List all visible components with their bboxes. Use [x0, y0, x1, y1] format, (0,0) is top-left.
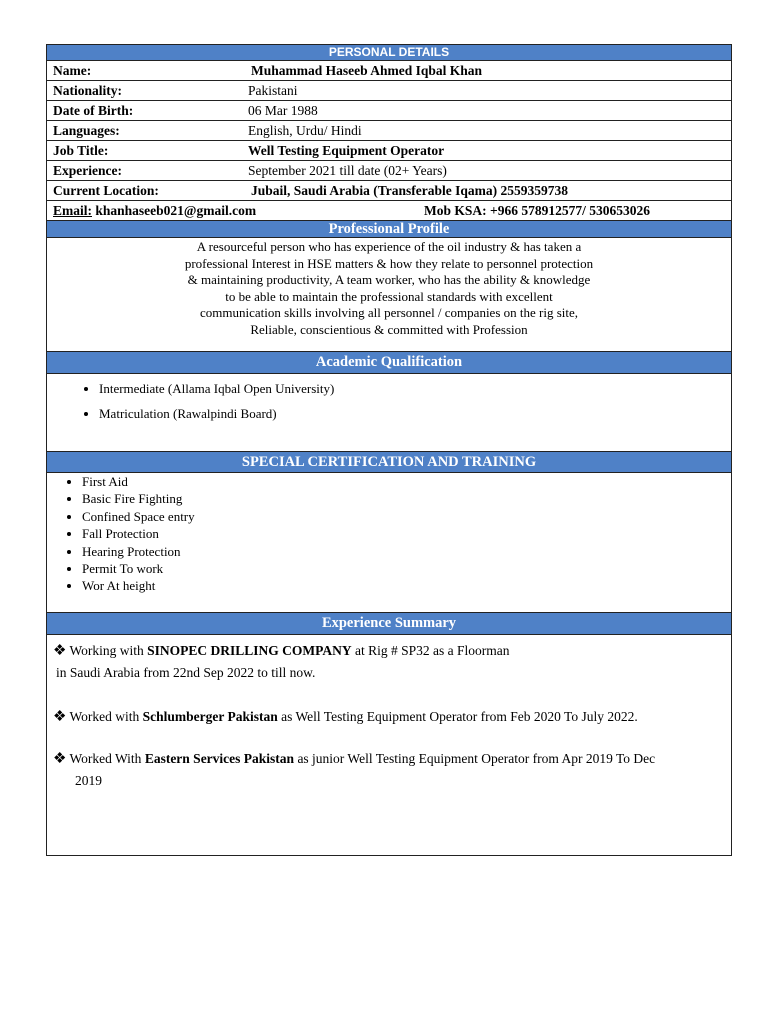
- experience-entry: [53, 748, 723, 791]
- entry-suffix: as junior Well Testing Equipment Operator from Apr 2019 To Dec: [294, 751, 656, 766]
- certification-header: SPECIAL CERTIFICATION AND TRAINING: [47, 452, 731, 473]
- profile-line: Reliable, conscientious & committed with Profession: [250, 321, 528, 337]
- experience-entry: [53, 640, 723, 683]
- email-line: [53, 201, 256, 220]
- certification-body: [47, 473, 731, 613]
- languages-value: English, Urdu/ Hindi: [248, 123, 362, 138]
- certification-item: • Wor At height: [82, 577, 731, 594]
- mobile-value: Mob KSA: +966 578912577/ 530653026: [424, 203, 650, 218]
- professional-profile-body: [47, 238, 731, 352]
- academic-list: [47, 376, 731, 426]
- languages-row: [47, 121, 731, 141]
- profile-line: A resourceful person who has experience of the oil industry & has taken a: [196, 239, 582, 254]
- dob-value: 06 Mar 1988: [248, 103, 318, 118]
- company-name: SINOPEC DRILLING COMPANY: [147, 643, 352, 658]
- location-label: Current Location:: [53, 183, 159, 198]
- certification-item: • Basic Fire Fighting: [82, 490, 731, 507]
- experience-summary-header: Experience Summary: [47, 613, 731, 635]
- certification-item: • Permit To work: [82, 560, 731, 577]
- certification-item: • Confined Space entry: [82, 508, 731, 525]
- diamond-bullet-icon: ❖: [53, 643, 67, 659]
- contact-row: [47, 201, 731, 221]
- certification-item: • First Aid: [82, 473, 731, 490]
- experience-summary-body: [47, 635, 731, 791]
- nationality-value: Pakistani: [248, 83, 298, 98]
- nationality-label: Nationality:: [53, 83, 122, 98]
- nationality-row: [47, 81, 731, 101]
- entry-continuation: 2019: [75, 773, 102, 788]
- profile-line: communication skills involving all personnel / companies on the rig site,: [199, 305, 579, 321]
- job-title-value: Well Testing Equipment Operator: [248, 143, 445, 158]
- entry-prefix: Worked with: [69, 709, 143, 724]
- academic-item: • Intermediate (Allama Iqbal Open University): [99, 376, 731, 401]
- professional-profile-header: Professional Profile: [47, 221, 731, 238]
- certification-item: • Fall Protection: [82, 525, 731, 542]
- dob-row: [47, 101, 731, 121]
- diamond-bullet-icon: ❖: [53, 751, 67, 767]
- dob-label: Date of Birth:: [53, 103, 134, 118]
- certification-list: [47, 473, 731, 595]
- experience-value: September 2021 till date (02+ Years): [248, 163, 447, 178]
- name-label: Name:: [53, 63, 92, 78]
- experience-label: Experience:: [53, 163, 122, 178]
- profile-line: & maintaining productivity, A team worker, who has the ability & knowledge: [187, 272, 591, 288]
- profile-line: to be able to maintain the professional standards with excellent: [225, 288, 553, 304]
- entry-continuation: in Saudi Arabia from 22nd Sep 2022 to till now.: [56, 665, 316, 680]
- company-name: Schlumberger Pakistan: [142, 709, 278, 724]
- name-value: Muhammad Haseeb Ahmed Iqbal Khan: [251, 63, 483, 78]
- entry-suffix: as Well Testing Equipment Operator from Feb 2020 To July 2022.: [277, 709, 638, 724]
- profile-line: professional Interest in HSE matters & how they relate to personnel protection: [184, 255, 594, 271]
- certification-item: • Hearing Protection: [82, 543, 731, 560]
- company-name: Eastern Services Pakistan: [144, 751, 295, 766]
- academic-item: • Matriculation (Rawalpindi Board): [99, 401, 731, 426]
- languages-label: Languages:: [53, 123, 120, 138]
- job-title-label: Job Title:: [53, 143, 109, 158]
- location-value: Jubail, Saudi Arabia (Transferable Iqama) 2559359738: [251, 183, 569, 198]
- academic-qualification-header: Academic Qualification: [47, 352, 731, 374]
- location-row: [47, 181, 731, 201]
- entry-prefix: Working with: [69, 643, 148, 658]
- job-title-row: [47, 141, 731, 161]
- academic-qualification-body: [47, 374, 731, 452]
- email-value[interactable]: khanhaseeb021@gmail.com: [95, 203, 257, 218]
- entry-prefix: Worked With: [69, 751, 145, 766]
- experience-entry: [53, 706, 723, 728]
- resume-document: [46, 44, 732, 856]
- email-label: Email:: [53, 203, 92, 218]
- entry-suffix: at Rig # SP32 as a Floorman: [351, 643, 510, 658]
- experience-row: [47, 161, 731, 181]
- diamond-bullet-icon: ❖: [53, 709, 67, 725]
- personal-details-header: PERSONAL DETAILS: [47, 45, 731, 61]
- name-row: [47, 61, 731, 81]
